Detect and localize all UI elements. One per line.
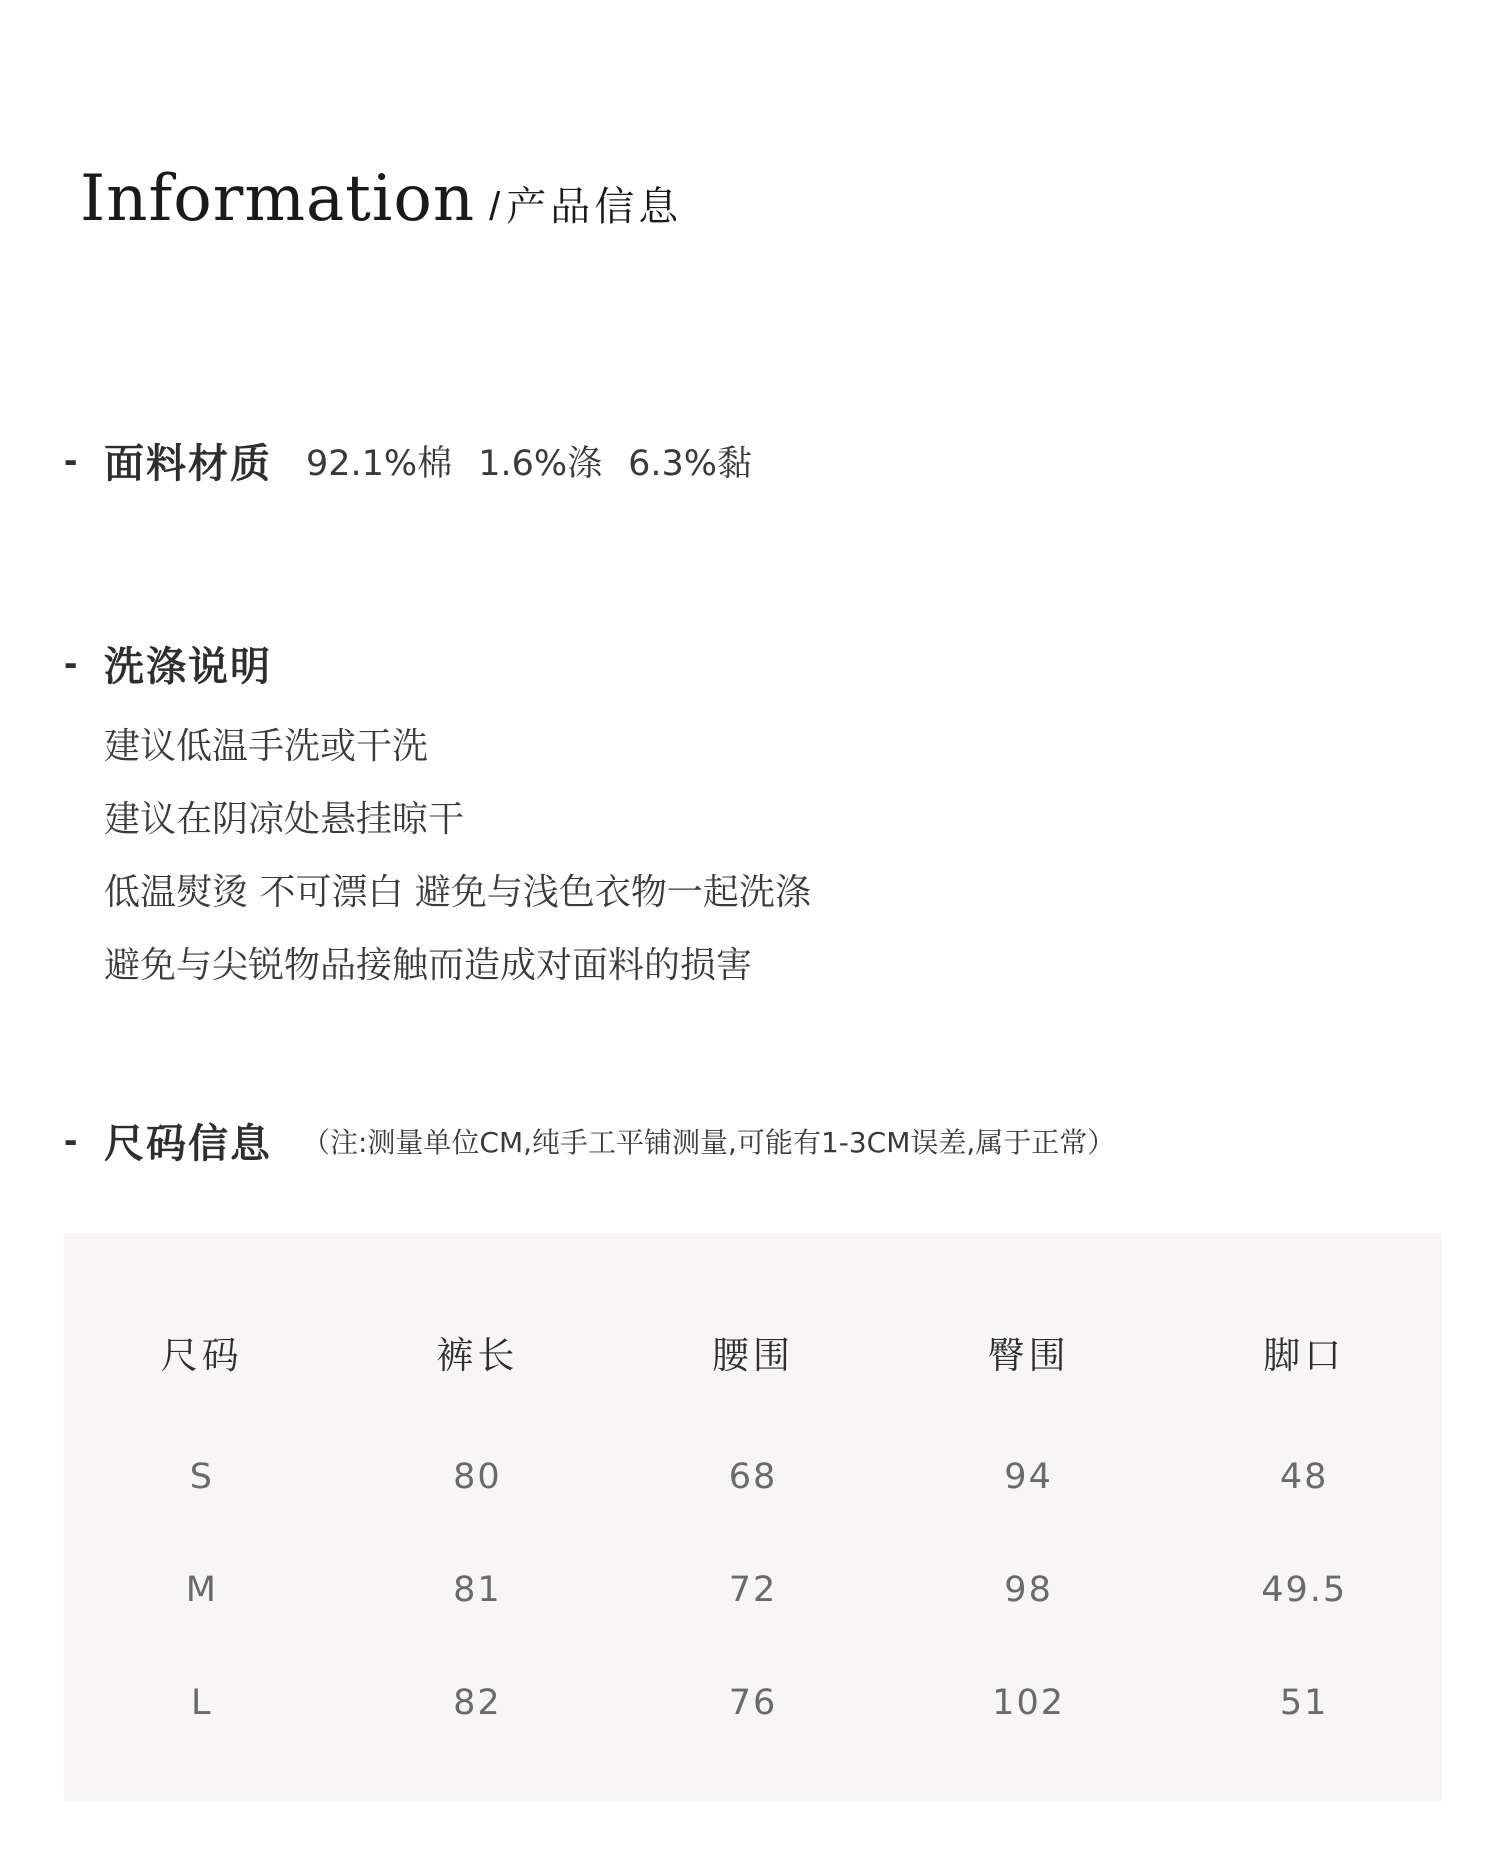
table-cell: 51 (1279, 1683, 1329, 1723)
table-cell: 72 (728, 1570, 778, 1610)
table-cell: 68 (728, 1457, 778, 1497)
table-row (64, 1683, 1442, 1796)
table-cell: M (185, 1570, 218, 1610)
washing-line: 低温熨烫 不可漂白 避免与浅色衣物一起洗涤 (104, 872, 811, 913)
table-cell: S (189, 1457, 214, 1497)
column-header-size: 尺码 (160, 1334, 243, 1377)
page-title-zh: 产品信息 (506, 184, 683, 230)
size-table-panel (64, 1233, 1442, 1801)
washing-instructions (104, 710, 811, 1002)
table-cell: 82 (453, 1683, 502, 1723)
material-value-cotton: 92.1%棉 (306, 443, 453, 484)
material-section (64, 432, 752, 489)
size-note: （注:测量单位CM,纯手工平铺测量,可能有1-3CM误差,属于正常） (302, 1125, 1116, 1159)
table-cell: 76 (728, 1683, 778, 1723)
table-cell: 98 (1004, 1570, 1053, 1610)
page-title-en: Information (80, 162, 476, 236)
table-cell: 80 (453, 1457, 502, 1497)
table-cell: L (191, 1683, 213, 1723)
table-cell: 81 (453, 1570, 502, 1610)
size-table-header-row (64, 1233, 1442, 1457)
table-cell: 94 (1004, 1457, 1053, 1497)
washing-line: 避免与尖锐物品接触而造成对面料的损害 (104, 945, 753, 986)
size-title: 尺码信息 (104, 1121, 272, 1167)
washing-title: 洗涤说明 (104, 644, 272, 690)
size-table (64, 1233, 1442, 1796)
title-separator: / (489, 185, 501, 229)
washing-header (64, 635, 811, 692)
material-title: 面料材质 (104, 441, 272, 487)
dash-marker: - (64, 438, 78, 482)
material-header (64, 432, 752, 489)
page-heading (80, 162, 682, 242)
size-header (64, 1112, 1115, 1169)
table-row (64, 1457, 1442, 1570)
size-section (64, 1112, 1115, 1169)
material-value-polyester: 1.6%涤 (478, 443, 603, 484)
column-header-length: 裤长 (436, 1334, 519, 1377)
material-value-viscose: 6.3%黏 (628, 443, 753, 484)
column-header-waist: 腰围 (711, 1334, 794, 1377)
column-header-hem: 脚口 (1263, 1334, 1346, 1377)
dash-marker: - (64, 641, 78, 685)
washing-line: 建议低温手洗或干洗 (104, 726, 429, 767)
material-values (306, 436, 752, 486)
column-header-hip: 臀围 (987, 1334, 1070, 1377)
table-row (64, 1570, 1442, 1683)
table-cell: 102 (992, 1683, 1065, 1723)
table-cell: 48 (1279, 1457, 1329, 1497)
dash-marker: - (64, 1118, 78, 1162)
washing-section (64, 635, 811, 1002)
washing-line: 建议在阴凉处悬挂晾干 (104, 799, 465, 840)
table-cell: 49.5 (1261, 1570, 1348, 1610)
